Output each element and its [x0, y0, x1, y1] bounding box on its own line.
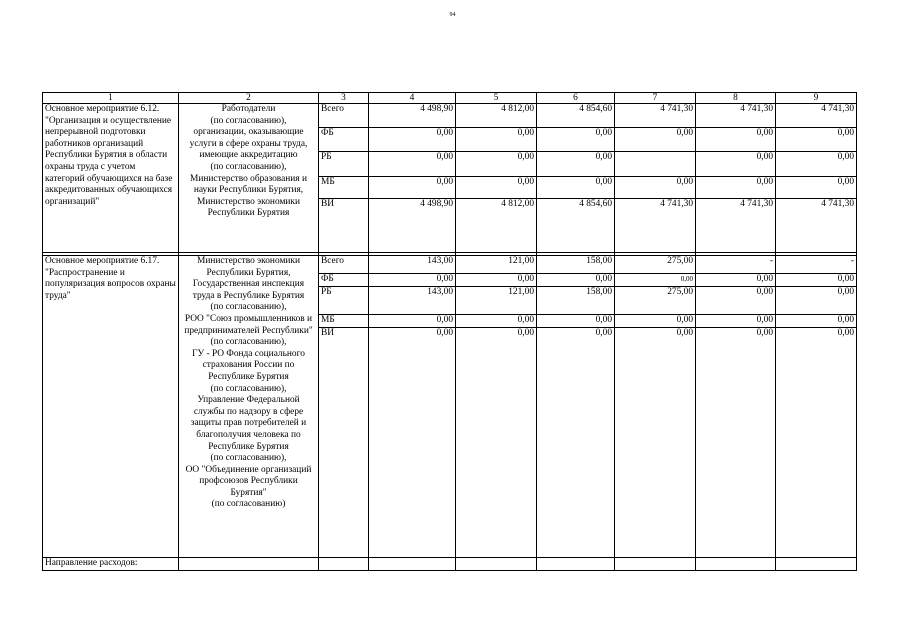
value-cell: 0,00 [696, 287, 776, 315]
value-cell: 143,00 [369, 256, 456, 274]
value-cell: 0,00 [456, 315, 537, 328]
funding-source: ВИ [319, 328, 369, 558]
measure-name: Основное мероприятие 6.17. "Распространение и популяризация вопросов охраны труда" [43, 256, 179, 558]
value-cell: 0,00 [776, 177, 857, 199]
col-header: 2 [179, 93, 319, 104]
funding-source: РБ [319, 152, 369, 177]
col-header: 6 [537, 93, 615, 104]
value-cell: 4 741,30 [696, 104, 776, 128]
col-header: 3 [319, 93, 369, 104]
value-cell: 0,00 [696, 328, 776, 558]
col-header: 8 [696, 93, 776, 104]
executors: Министерство экономики Республики Бурятия, Государственная инспекция труда в Республике Бурятия (по согласованию), РОО "Союз промышленников и предпринимателей Республики" (по согласованию), ГУ - РО Фонда социального страхования России по Республике Бурятия (по согласованию), Управление Федеральной службы по надзору в сфере защиты прав потребителей и благополучия человека по Республике Бурятия (по согласованию), ОО "Объединение организаций профсоюзов Республики Бурятия" (по согласованию) [179, 256, 319, 558]
value-cell: 0,00 [776, 128, 857, 152]
value-cell: 158,00 [537, 287, 615, 315]
value-cell: 4 741,30 [776, 199, 857, 253]
value-cell: 0,00 [615, 177, 696, 199]
funding-source: Всего [319, 104, 369, 128]
value-cell: 4 498,90 [369, 199, 456, 253]
column-header-row [43, 93, 857, 104]
value-cell: 0,00 [369, 128, 456, 152]
funding-source: ФБ [319, 128, 369, 152]
value-cell: 0,00 [615, 128, 696, 152]
value-cell: 0,00 [537, 128, 615, 152]
value-cell: 0,00 [456, 128, 537, 152]
value-cell: 0,00 [369, 328, 456, 558]
funding-source: ВИ [319, 199, 369, 253]
value-cell: 0,00 [537, 152, 615, 177]
table-row [43, 256, 857, 274]
col-header: 5 [456, 93, 537, 104]
value-cell [615, 152, 696, 177]
page-number: 94 [449, 12, 456, 18]
col-header: 1 [43, 93, 179, 104]
value-cell: 0,00 [369, 152, 456, 177]
value-cell: 0,00 [696, 128, 776, 152]
value-cell: - [696, 256, 776, 274]
value-cell: 0,00 [537, 274, 615, 287]
value-cell: 0,00 [776, 152, 857, 177]
table-row [43, 558, 857, 571]
value-cell: 0,00 [696, 152, 776, 177]
value-cell: 4 498,90 [369, 104, 456, 128]
value-cell: 0,00 [369, 177, 456, 199]
col-header: 7 [615, 93, 696, 104]
value-cell: 4 854,60 [537, 199, 615, 253]
value-cell: 0,00 [369, 274, 456, 287]
table-row [43, 104, 857, 128]
funding-source: РБ [319, 287, 369, 315]
funding-source: МБ [319, 315, 369, 328]
budget-table [42, 92, 857, 571]
funding-source: Всего [319, 256, 369, 274]
value-cell: 4 741,30 [615, 104, 696, 128]
value-cell: 4 812,00 [456, 199, 537, 253]
value-cell: 0,00 [776, 328, 857, 558]
value-cell: 4 812,00 [456, 104, 537, 128]
value-cell: 0,00 [456, 274, 537, 287]
value-cell: 143,00 [369, 287, 456, 315]
value-cell: 4 741,30 [615, 199, 696, 253]
value-cell: 4 854,60 [537, 104, 615, 128]
value-cell: 4 741,30 [696, 199, 776, 253]
value-cell: 0,00 [369, 315, 456, 328]
expense-direction-label: Направление расходов: [43, 558, 179, 571]
value-cell: 0,00 [776, 274, 857, 287]
measure-name: Основное мероприятие 6.12. "Организация и осуществление непрерывной подготовки работников организаций Республики Бурятия в области охраны труда с учетом категорий обучающихся на базе аккредитованных обучающихся организаций" [43, 104, 179, 253]
executors: Работодатели (по согласованию), организации, оказывающие услуги в сфере охраны труда, имеющие аккредитацию (по согласованию), Министерство образования и науки Республики Бурятия, Министерство экономики Республики Бурятия [179, 104, 319, 253]
value-cell: - [776, 256, 857, 274]
value-cell: 0,00 [696, 274, 776, 287]
col-header: 4 [369, 93, 456, 104]
value-cell: 0,00 [776, 315, 857, 328]
value-cell: 0,00 [537, 177, 615, 199]
funding-source: МБ [319, 177, 369, 199]
value-cell: 275,00 [615, 256, 696, 274]
value-cell: 0,00 [615, 315, 696, 328]
value-cell: 0,00 [537, 315, 615, 328]
funding-source: ФБ [319, 274, 369, 287]
value-cell: 0,00 [456, 177, 537, 199]
value-cell: 0,00 [537, 328, 615, 558]
value-cell: 4 741,30 [776, 104, 857, 128]
value-cell: 0,00 [456, 328, 537, 558]
value-cell: 121,00 [456, 256, 537, 274]
value-cell: 0,00 [696, 315, 776, 328]
value-cell: 158,00 [537, 256, 615, 274]
value-cell: 121,00 [456, 287, 537, 315]
value-cell: 0,00 [456, 152, 537, 177]
value-cell: 275,00 [615, 287, 696, 315]
value-cell: 0,00 [615, 274, 696, 287]
col-header: 9 [776, 93, 857, 104]
value-cell: 0,00 [696, 177, 776, 199]
value-cell: 0,00 [776, 287, 857, 315]
value-cell: 0,00 [615, 328, 696, 558]
